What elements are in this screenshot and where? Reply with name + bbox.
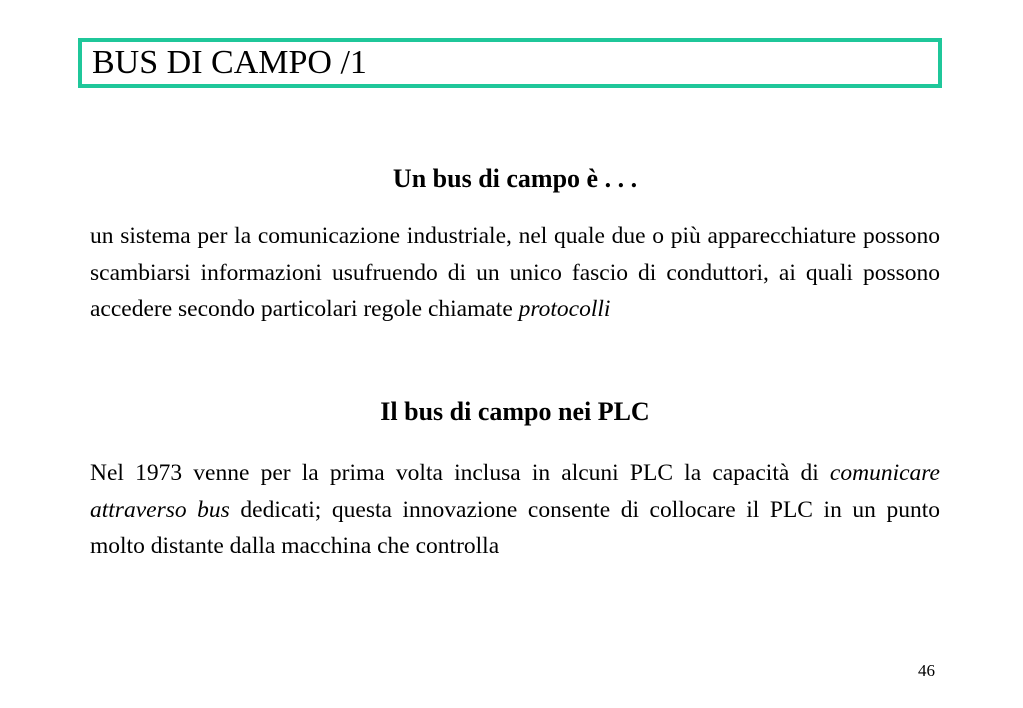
definition-italic-term: protocolli (518, 296, 611, 322)
definition-paragraph (90, 218, 940, 328)
section-heading-plc: Il bus di campo nei PLC (380, 397, 650, 426)
page-number: 46 (918, 661, 935, 680)
plc-paragraph (90, 455, 940, 565)
plc-text-end: dedicati; questa innovazione consente di collocare il PLC in un punto molto distante dalla macchina che controlla (90, 496, 941, 559)
plc-italic-phrase: comunicare attraverso bus (90, 460, 940, 523)
definition-text: un sistema per la comunicazione industriale, nel quale due o più apparecchiature possono scambiarsi informazioni usufruendo di un unico fascio di conduttori, ai quali possono accedere secondo particolari regole chiamate (90, 223, 940, 322)
plc-text-start: Nel 1973 venne per la prima volta inclusa in alcuni PLC la capacità di (90, 460, 830, 486)
title-box (78, 38, 942, 88)
section-heading-definition: Un bus di campo è . . . (392, 164, 638, 193)
slide-title: BUS DI CAMPO /1 (92, 44, 367, 81)
